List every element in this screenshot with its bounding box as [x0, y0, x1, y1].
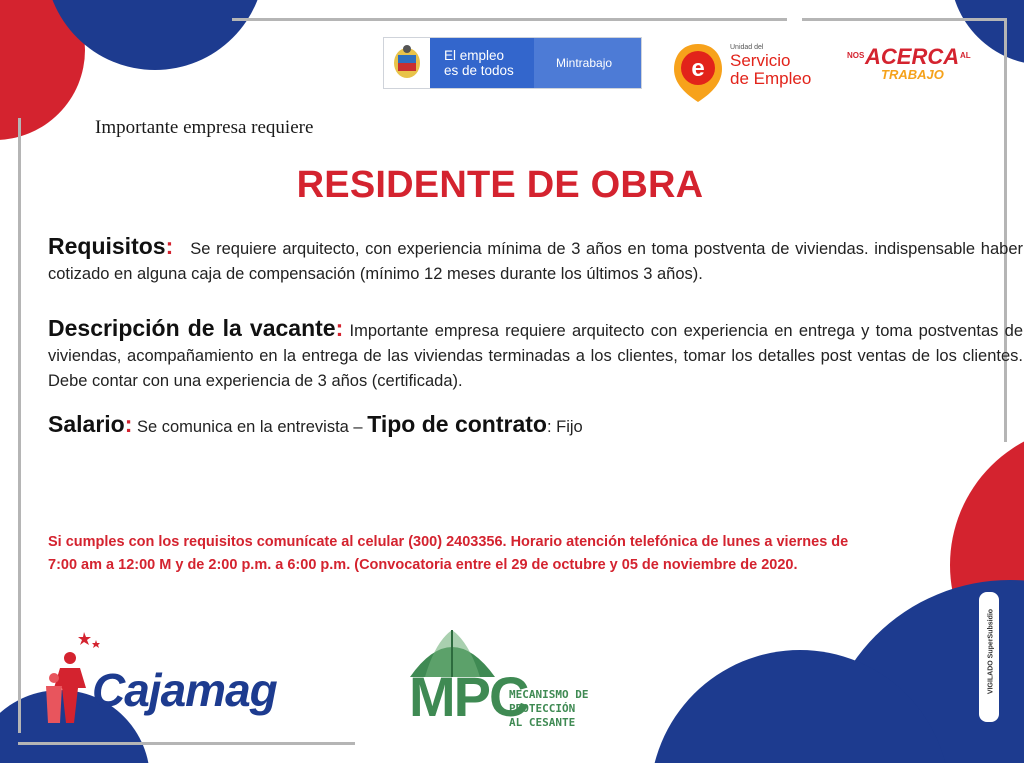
- cajamag-text: Cajamag: [92, 664, 277, 716]
- acerca-sub: TRABAJO: [881, 67, 944, 82]
- requisitos-text: Se requiere arquitecto, con experiencia mínima de 3 años en toma postventa de viviendas. indispensable haber cotizado en alguna caja de compensación (mínimo 12 meses durante los últimos 3 años).: [48, 240, 1023, 283]
- descripcion-section: [48, 316, 1023, 394]
- salario-section: [48, 411, 583, 438]
- servicio-line1: Servicio: [730, 51, 791, 70]
- coat-of-arms-icon: [384, 38, 430, 88]
- servicio-e-icon: [672, 42, 724, 104]
- mpc-line3: AL CESANTE: [509, 716, 576, 729]
- descripcion-colon: :: [335, 315, 344, 341]
- servicio-empleo-logo: [672, 40, 832, 105]
- mpc-line2: PROTECCIÓN: [509, 702, 576, 715]
- acerca-main: ACERCA: [865, 44, 960, 69]
- frame-top-right-line: [802, 18, 1007, 21]
- servicio-small-text: Unidad del: [730, 44, 764, 51]
- vigilado-badge: [979, 592, 999, 722]
- salario-colon: :: [124, 411, 133, 437]
- cajamag-logo: [40, 628, 325, 733]
- acerca-pre: NOS: [847, 51, 865, 60]
- requisitos-label: Requisitos: [48, 233, 166, 259]
- salario-label: Salario: [48, 411, 125, 437]
- frame-bottom-line: [18, 742, 355, 745]
- intro-text: Importante empresa requiere: [95, 117, 314, 138]
- tipo-contrato-label: Tipo de contrato: [367, 411, 547, 437]
- gobierno-logo: [383, 37, 642, 89]
- acerca-trabajo-logo: [845, 44, 980, 88]
- gov-tagline: El empleo es de todos: [444, 48, 514, 78]
- svg-text:e: e: [691, 55, 705, 82]
- page-title: RESIDENTE DE OBRA: [296, 164, 704, 206]
- frame-top-line: [232, 18, 787, 21]
- servicio-line2: de Empleo: [730, 69, 812, 88]
- mpc-line1: MECANISMO DE: [509, 688, 589, 701]
- acerca-post: AL: [960, 51, 971, 60]
- mpc-logo: [405, 622, 595, 742]
- requisitos-section: [48, 234, 1023, 287]
- requisitos-colon: :: [165, 233, 174, 259]
- mpc-abbr: MPC: [409, 665, 528, 728]
- salario-text: Se comunica en la entrevista –: [136, 418, 363, 436]
- cajamag-figures-icon: [40, 628, 100, 728]
- descripcion-label: Descripción de la vacante: [48, 315, 336, 341]
- contact-info: Si cumples con los requisitos comunícate al celular (300) 2403356. Horario atención telefónica de lunes a viernes de 7:00 am a 12:00 M y de 2:00 p.m. a 6:00 p.m. (Convocatoria entre el 29 de octubre y 05 de noviembre de 2020.: [48, 534, 849, 573]
- gov-ministry: Mintrabajo: [556, 56, 613, 70]
- frame-left-line: [18, 118, 21, 733]
- vigilado-text: VIGILADO SuperSubsidio: [987, 608, 995, 695]
- descripcion-text: Importante empresa requiere arquitecto con experiencia en entrega y toma postventas de viviendas, acompañamiento en la entrega de las viviendas terminadas a los clientes, tomar los detalles post ventas de los clientes. Debe contar con una experiencia de 3 años (certificada).: [48, 322, 1024, 390]
- tipo-contrato-value: : Fijo: [546, 418, 583, 436]
